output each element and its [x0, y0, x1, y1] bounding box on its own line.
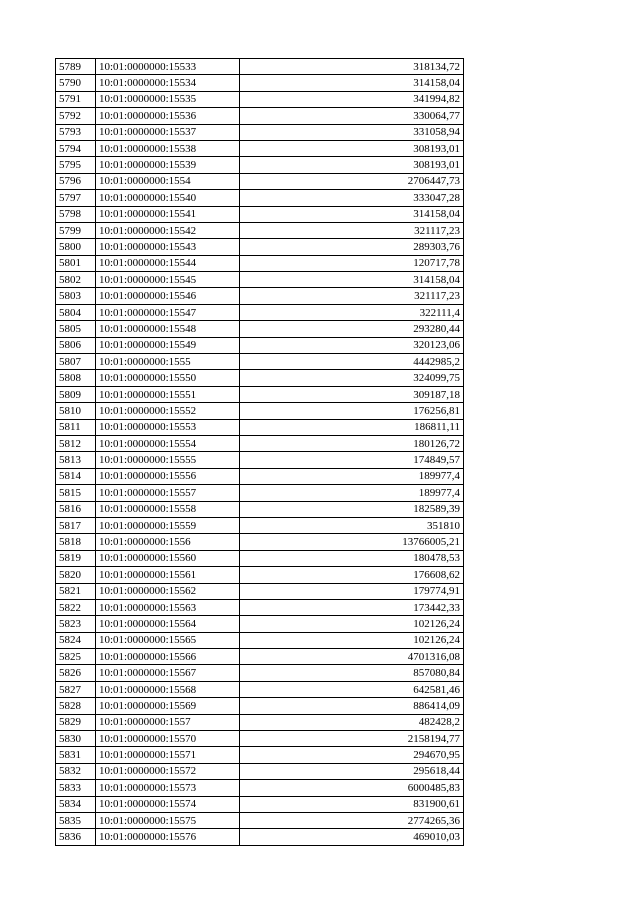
value-cell: 173442,33	[240, 599, 464, 615]
cadastral-number-cell: 10:01:0000000:15552	[96, 403, 240, 419]
row-number-cell: 5798	[56, 206, 96, 222]
row-number-cell: 5809	[56, 386, 96, 402]
row-number-cell: 5825	[56, 649, 96, 665]
value-cell: 176608,62	[240, 567, 464, 583]
table-row	[56, 583, 464, 599]
row-number-cell: 5829	[56, 714, 96, 730]
row-number-cell: 5790	[56, 75, 96, 91]
value-cell: 189977,4	[240, 468, 464, 484]
value-cell: 333047,28	[240, 190, 464, 206]
table-row	[56, 403, 464, 419]
row-number-cell: 5796	[56, 173, 96, 189]
value-cell: 182589,39	[240, 501, 464, 517]
table-row	[56, 796, 464, 812]
row-number-cell: 5805	[56, 321, 96, 337]
cadastral-number-cell: 10:01:0000000:15545	[96, 272, 240, 288]
row-number-cell: 5792	[56, 108, 96, 124]
cadastral-number-cell: 10:01:0000000:15554	[96, 435, 240, 451]
row-number-cell: 5828	[56, 698, 96, 714]
value-cell: 341994,82	[240, 91, 464, 107]
cadastral-number-cell: 10:01:0000000:15534	[96, 75, 240, 91]
table-row	[56, 452, 464, 468]
table-row	[56, 255, 464, 271]
table-row	[56, 599, 464, 615]
row-number-cell: 5835	[56, 812, 96, 828]
table-row	[56, 747, 464, 763]
row-number-cell: 5816	[56, 501, 96, 517]
table-row	[56, 534, 464, 550]
value-cell: 176256,81	[240, 403, 464, 419]
cadastral-number-cell: 10:01:0000000:15561	[96, 567, 240, 583]
row-number-cell: 5812	[56, 435, 96, 451]
value-cell: 2158194,77	[240, 731, 464, 747]
table-row	[56, 714, 464, 730]
value-cell: 102126,24	[240, 632, 464, 648]
cadastral-number-cell: 10:01:0000000:15551	[96, 386, 240, 402]
cadastral-number-cell: 10:01:0000000:15549	[96, 337, 240, 353]
value-cell: 321117,23	[240, 222, 464, 238]
row-number-cell: 5791	[56, 91, 96, 107]
value-cell: 482428,2	[240, 714, 464, 730]
cadastral-number-cell: 10:01:0000000:15535	[96, 91, 240, 107]
cadastral-number-cell: 10:01:0000000:15542	[96, 222, 240, 238]
table-row	[56, 337, 464, 353]
value-cell: 4442985,2	[240, 354, 464, 370]
row-number-cell: 5824	[56, 632, 96, 648]
row-number-cell: 5802	[56, 272, 96, 288]
value-cell: 120717,78	[240, 255, 464, 271]
value-cell: 294670,95	[240, 747, 464, 763]
value-cell: 642581,46	[240, 681, 464, 697]
row-number-cell: 5833	[56, 780, 96, 796]
table-row	[56, 59, 464, 75]
cadastral-number-cell: 10:01:0000000:15559	[96, 517, 240, 533]
row-number-cell: 5800	[56, 239, 96, 255]
table-row	[56, 75, 464, 91]
table-row	[56, 304, 464, 320]
table-row	[56, 829, 464, 845]
cadastral-number-cell: 10:01:0000000:15539	[96, 157, 240, 173]
value-cell: 2774265,36	[240, 812, 464, 828]
row-number-cell: 5827	[56, 681, 96, 697]
table-row	[56, 272, 464, 288]
row-number-cell: 5806	[56, 337, 96, 353]
value-cell: 314158,04	[240, 272, 464, 288]
row-number-cell: 5822	[56, 599, 96, 615]
cadastral-number-cell: 10:01:0000000:15557	[96, 485, 240, 501]
value-cell: 180126,72	[240, 435, 464, 451]
row-number-cell: 5826	[56, 665, 96, 681]
row-number-cell: 5793	[56, 124, 96, 140]
data-table	[55, 58, 464, 846]
table-row	[56, 91, 464, 107]
value-cell: 324099,75	[240, 370, 464, 386]
value-cell: 469010,03	[240, 829, 464, 845]
table-row	[56, 517, 464, 533]
table-row	[56, 435, 464, 451]
table-row	[56, 370, 464, 386]
table-row	[56, 616, 464, 632]
table-row	[56, 567, 464, 583]
cadastral-number-cell: 10:01:0000000:15547	[96, 304, 240, 320]
row-number-cell: 5836	[56, 829, 96, 845]
table-row	[56, 665, 464, 681]
table-row	[56, 288, 464, 304]
value-cell: 179774,91	[240, 583, 464, 599]
row-number-cell: 5811	[56, 419, 96, 435]
row-number-cell: 5821	[56, 583, 96, 599]
table-row	[56, 386, 464, 402]
value-cell: 309187,18	[240, 386, 464, 402]
value-cell: 174849,57	[240, 452, 464, 468]
table-row	[56, 812, 464, 828]
value-cell: 314158,04	[240, 206, 464, 222]
value-cell: 314158,04	[240, 75, 464, 91]
value-cell: 351810	[240, 517, 464, 533]
row-number-cell: 5818	[56, 534, 96, 550]
table-row	[56, 173, 464, 189]
cadastral-number-cell: 10:01:0000000:15572	[96, 763, 240, 779]
value-cell: 318134,72	[240, 59, 464, 75]
cadastral-number-cell: 10:01:0000000:15575	[96, 812, 240, 828]
cadastral-number-cell: 10:01:0000000:1554	[96, 173, 240, 189]
value-cell: 295618,44	[240, 763, 464, 779]
row-number-cell: 5814	[56, 468, 96, 484]
row-number-cell: 5817	[56, 517, 96, 533]
row-number-cell: 5795	[56, 157, 96, 173]
row-number-cell: 5830	[56, 731, 96, 747]
cadastral-number-cell: 10:01:0000000:15540	[96, 190, 240, 206]
table-row	[56, 681, 464, 697]
value-cell: 321117,23	[240, 288, 464, 304]
cadastral-number-cell: 10:01:0000000:1557	[96, 714, 240, 730]
value-cell: 13766005,21	[240, 534, 464, 550]
value-cell: 308193,01	[240, 140, 464, 156]
value-cell: 886414,09	[240, 698, 464, 714]
cadastral-number-cell: 10:01:0000000:15546	[96, 288, 240, 304]
row-number-cell: 5813	[56, 452, 96, 468]
value-cell: 308193,01	[240, 157, 464, 173]
table-row	[56, 763, 464, 779]
cadastral-number-cell: 10:01:0000000:15568	[96, 681, 240, 697]
row-number-cell: 5819	[56, 550, 96, 566]
table-row	[56, 468, 464, 484]
value-cell: 189977,4	[240, 485, 464, 501]
cadastral-number-cell: 10:01:0000000:15569	[96, 698, 240, 714]
row-number-cell: 5797	[56, 190, 96, 206]
cadastral-number-cell: 10:01:0000000:15553	[96, 419, 240, 435]
cadastral-number-cell: 10:01:0000000:15565	[96, 632, 240, 648]
cadastral-number-cell: 10:01:0000000:15536	[96, 108, 240, 124]
cadastral-number-cell: 10:01:0000000:15576	[96, 829, 240, 845]
value-cell: 320123,06	[240, 337, 464, 353]
table-row	[56, 419, 464, 435]
row-number-cell: 5803	[56, 288, 96, 304]
value-cell: 186811,11	[240, 419, 464, 435]
value-cell: 331058,94	[240, 124, 464, 140]
cadastral-number-cell: 10:01:0000000:1555	[96, 354, 240, 370]
table-row	[56, 140, 464, 156]
cadastral-number-cell: 10:01:0000000:15573	[96, 780, 240, 796]
row-number-cell: 5810	[56, 403, 96, 419]
table-row	[56, 501, 464, 517]
value-cell: 293280,44	[240, 321, 464, 337]
row-number-cell: 5831	[56, 747, 96, 763]
cadastral-number-cell: 10:01:0000000:15555	[96, 452, 240, 468]
table-row	[56, 698, 464, 714]
table-row	[56, 550, 464, 566]
table-row	[56, 485, 464, 501]
value-cell: 6000485,83	[240, 780, 464, 796]
table-row	[56, 206, 464, 222]
row-number-cell: 5832	[56, 763, 96, 779]
cadastral-number-cell: 10:01:0000000:15574	[96, 796, 240, 812]
cadastral-number-cell: 10:01:0000000:15538	[96, 140, 240, 156]
cadastral-number-cell: 10:01:0000000:15556	[96, 468, 240, 484]
table-row	[56, 354, 464, 370]
cadastral-number-cell: 10:01:0000000:15560	[96, 550, 240, 566]
row-number-cell: 5808	[56, 370, 96, 386]
cadastral-number-cell: 10:01:0000000:15558	[96, 501, 240, 517]
table-body	[56, 59, 464, 846]
row-number-cell: 5794	[56, 140, 96, 156]
row-number-cell: 5820	[56, 567, 96, 583]
value-cell: 330064,77	[240, 108, 464, 124]
table-row	[56, 239, 464, 255]
cadastral-number-cell: 10:01:0000000:15541	[96, 206, 240, 222]
table-row	[56, 190, 464, 206]
table-row	[56, 108, 464, 124]
table-row	[56, 222, 464, 238]
value-cell: 857080,84	[240, 665, 464, 681]
table-row	[56, 321, 464, 337]
table-row	[56, 649, 464, 665]
cadastral-number-cell: 10:01:0000000:15544	[96, 255, 240, 271]
table-row	[56, 632, 464, 648]
cadastral-number-cell: 10:01:0000000:15550	[96, 370, 240, 386]
table-row	[56, 124, 464, 140]
cadastral-number-cell: 10:01:0000000:15571	[96, 747, 240, 763]
value-cell: 102126,24	[240, 616, 464, 632]
cadastral-number-cell: 10:01:0000000:15564	[96, 616, 240, 632]
table-row	[56, 731, 464, 747]
value-cell: 180478,53	[240, 550, 464, 566]
row-number-cell: 5834	[56, 796, 96, 812]
value-cell: 322111,4	[240, 304, 464, 320]
row-number-cell: 5823	[56, 616, 96, 632]
cadastral-number-cell: 10:01:0000000:15548	[96, 321, 240, 337]
row-number-cell: 5801	[56, 255, 96, 271]
row-number-cell: 5799	[56, 222, 96, 238]
value-cell: 2706447,73	[240, 173, 464, 189]
table-row	[56, 780, 464, 796]
cadastral-number-cell: 10:01:0000000:15537	[96, 124, 240, 140]
row-number-cell: 5804	[56, 304, 96, 320]
row-number-cell: 5807	[56, 354, 96, 370]
cadastral-number-cell: 10:01:0000000:1556	[96, 534, 240, 550]
cadastral-number-cell: 10:01:0000000:15543	[96, 239, 240, 255]
row-number-cell: 5815	[56, 485, 96, 501]
cadastral-number-cell: 10:01:0000000:15562	[96, 583, 240, 599]
row-number-cell: 5789	[56, 59, 96, 75]
value-cell: 831900,61	[240, 796, 464, 812]
cadastral-number-cell: 10:01:0000000:15563	[96, 599, 240, 615]
value-cell: 289303,76	[240, 239, 464, 255]
cadastral-number-cell: 10:01:0000000:15567	[96, 665, 240, 681]
table-row	[56, 157, 464, 173]
value-cell: 4701316,08	[240, 649, 464, 665]
cadastral-number-cell: 10:01:0000000:15570	[96, 731, 240, 747]
cadastral-number-cell: 10:01:0000000:15533	[96, 59, 240, 75]
cadastral-number-cell: 10:01:0000000:15566	[96, 649, 240, 665]
